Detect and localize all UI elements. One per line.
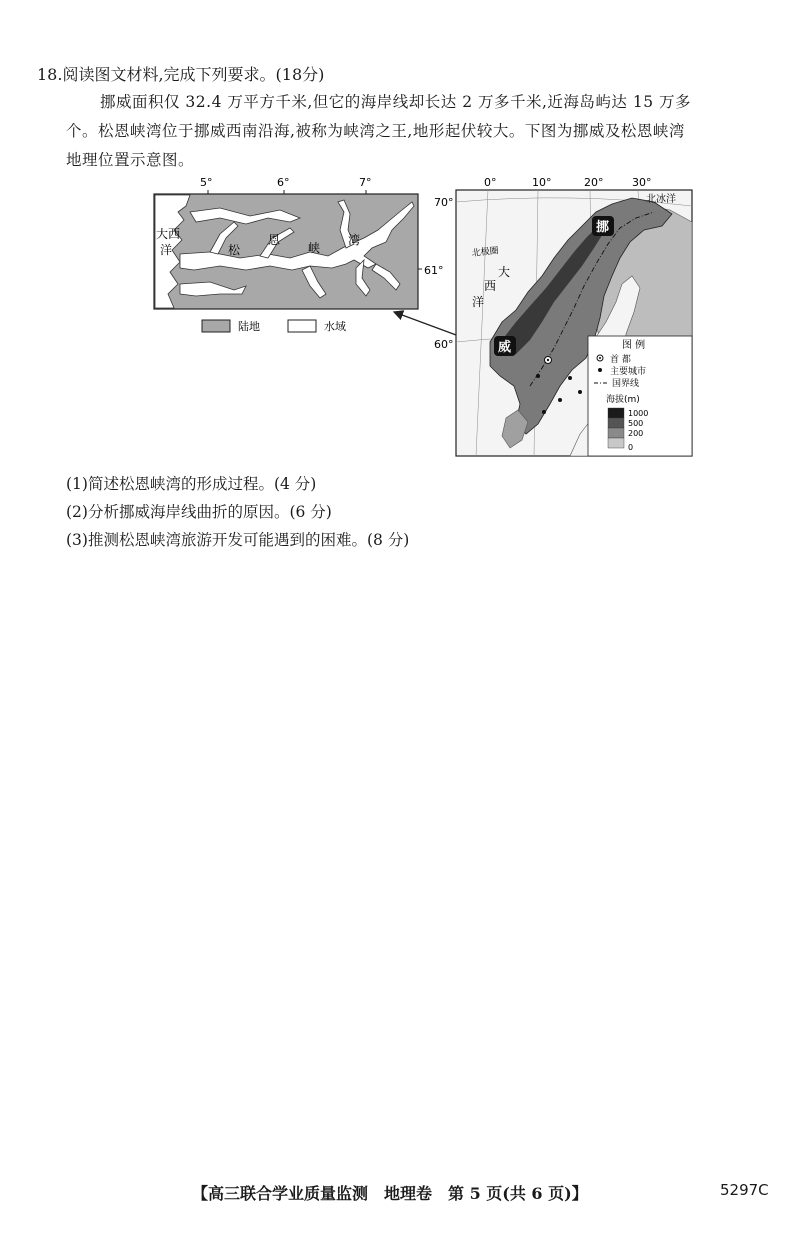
arctic-circle-label: 北极圈 <box>471 246 500 259</box>
legend-land-swatch <box>202 320 230 332</box>
fjord-label-char: 湾 <box>348 233 361 247</box>
legend-elevation-title: 海拔(m) <box>606 395 640 405</box>
material-paragraph-line-1: 挪威面积仅 32.4 万平方千米,但它的海岸线却长达 2 万多千米,近海岛屿达 15 万多 <box>100 93 692 111</box>
norway-fjord-figure <box>150 172 700 462</box>
atlantic-label: 洋 <box>472 295 485 309</box>
country-label-wei: 威 <box>498 340 512 355</box>
footer-code: 5297C <box>720 1181 769 1199</box>
scandinavia-map <box>434 176 692 456</box>
legend-title: 图 例 <box>622 340 646 351</box>
fjord-label-char: 峡 <box>308 241 321 255</box>
city-marker <box>558 398 562 402</box>
lon-label-0: 0° <box>484 176 497 189</box>
lat-label-61: 61° <box>424 264 444 277</box>
city-marker <box>542 410 546 414</box>
material-paragraph-line-3: 地理位置示意图。 <box>66 151 195 169</box>
material-paragraph-line-2: 个。松恩峡湾位于挪威西南沿海,被称为峡湾之王,地形起伏较大。下图为挪威及松恩峡湾 <box>66 122 685 140</box>
legend-city-icon <box>598 368 602 372</box>
legend-water-label: 水域 <box>324 320 346 333</box>
legend-elev-1000: 1000 <box>628 409 649 418</box>
legend-land-label: 陆地 <box>238 320 260 333</box>
legend-elev-200: 200 <box>628 429 644 438</box>
legend-city-label: 主要城市 <box>610 367 647 377</box>
city-marker <box>536 374 540 378</box>
lat-label-60: 60° <box>434 338 454 351</box>
city-marker <box>568 376 572 380</box>
legend-border-label: 国界线 <box>612 379 640 389</box>
fjord-label-char: 恩 <box>268 233 281 247</box>
lon-label-30: 30° <box>632 176 652 189</box>
country-label-nuo: 挪 <box>596 220 610 235</box>
arctic-ocean-label: 北冰洋 <box>646 194 676 205</box>
legend-water-swatch <box>288 320 316 332</box>
atlantic-label: 西 <box>168 227 181 241</box>
atlantic-label: 洋 <box>160 243 173 257</box>
sub-question-2: (2)分析挪威海岸线曲折的原因。(6 分) <box>66 503 332 521</box>
lat-label-70: 70° <box>434 196 454 209</box>
sub-question-1: (1)简述松恩峡湾的形成过程。(4 分) <box>66 475 317 493</box>
lon-label-7: 7° <box>359 176 372 189</box>
lon-label-20: 20° <box>584 176 604 189</box>
atlantic-label: 大 <box>498 265 511 279</box>
sognefjord-map <box>154 176 444 333</box>
atlantic-label: 西 <box>484 279 497 293</box>
question-title: 18.阅读图文材料,完成下列要求。(18分) <box>37 65 325 84</box>
sub-question-3: (3)推测松恩峡湾旅游开发可能遇到的困难。(8 分) <box>66 531 410 549</box>
legend-elev-500: 500 <box>628 419 644 428</box>
lon-label-6: 6° <box>277 176 290 189</box>
legend-capital-label: 首 都 <box>610 355 631 365</box>
city-marker <box>578 390 582 394</box>
footer-title: 【高三联合学业质量监测 地理卷 第 5 页(共 6 页)】 <box>192 1184 588 1203</box>
lon-label-10: 10° <box>532 176 552 189</box>
right-map-legend <box>588 336 692 456</box>
fjord-label-char: 松 <box>228 243 241 257</box>
legend-elev-0: 0 <box>628 443 634 452</box>
lon-label-5: 5° <box>200 176 213 189</box>
atlantic-label: 大 <box>156 227 169 241</box>
